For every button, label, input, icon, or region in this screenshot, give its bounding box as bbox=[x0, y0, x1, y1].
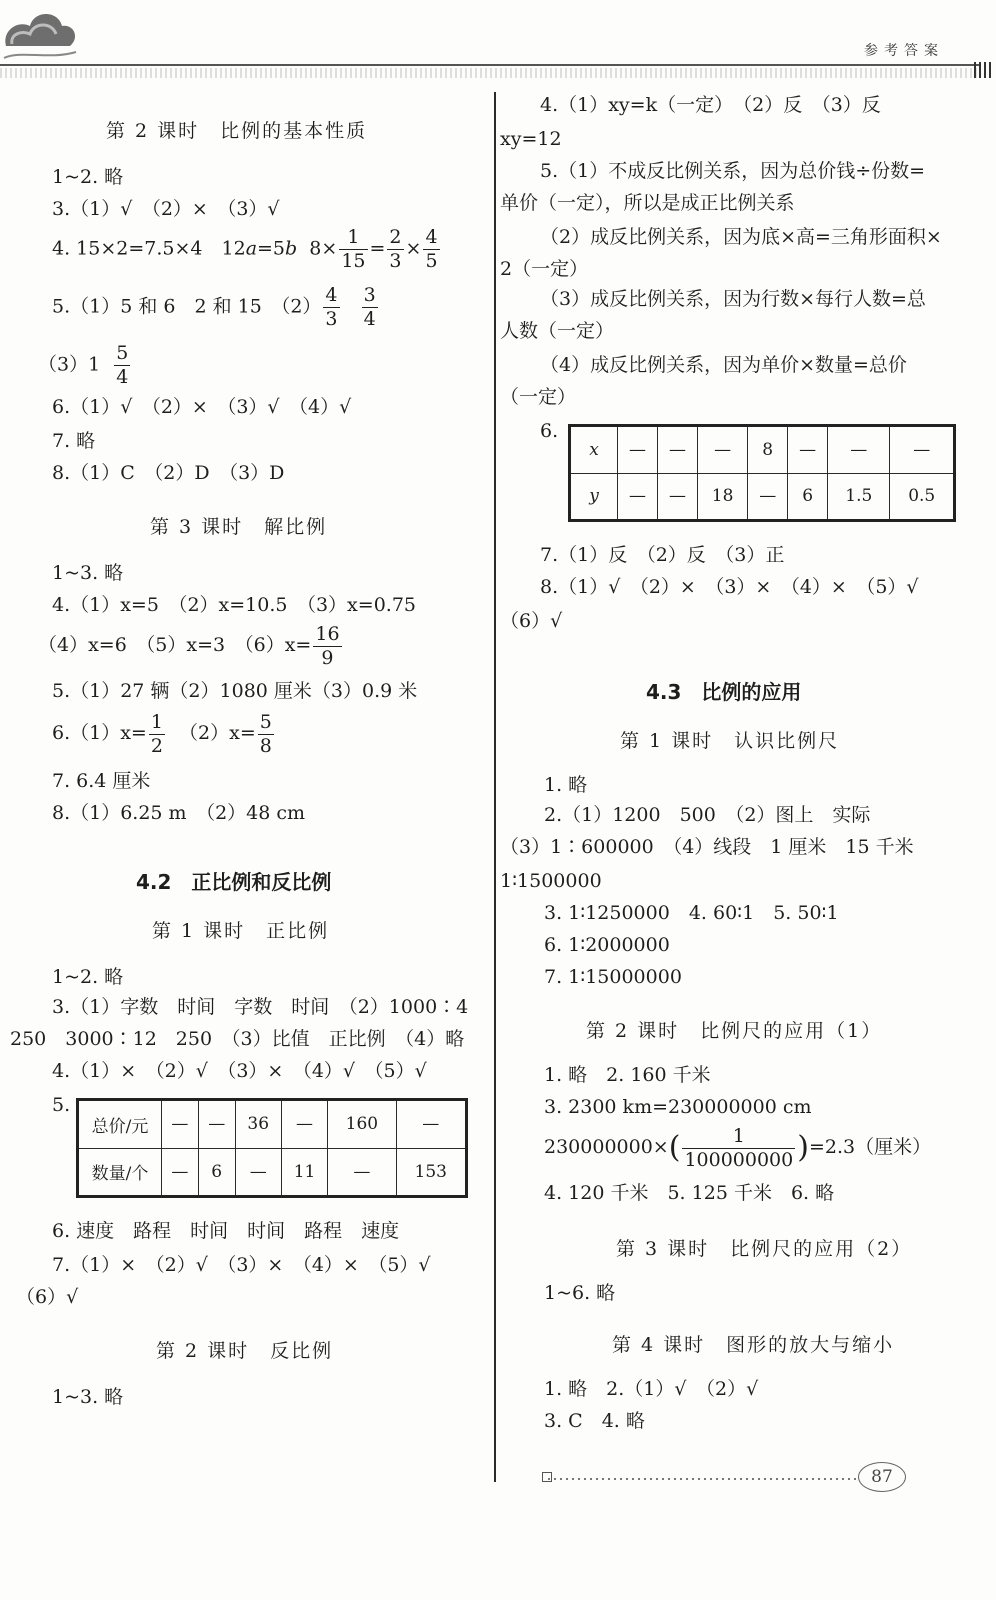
table-cell: — bbox=[697, 426, 747, 474]
lesson-title: 第 2 课时 比例的基本性质 bbox=[106, 120, 368, 142]
table-cell: — bbox=[657, 473, 697, 521]
column-divider bbox=[494, 92, 496, 1482]
answer-line: （一定） bbox=[500, 386, 577, 408]
table-cell: 1.5 bbox=[828, 473, 890, 521]
table-cell: 18 bbox=[697, 473, 747, 521]
answer-text: 230000000× bbox=[544, 1136, 669, 1158]
table-cell: — bbox=[890, 426, 955, 474]
answer-line: 7.（1）× （2）√ （3）× （4）× （5）√ bbox=[52, 1254, 431, 1276]
answer-text: =5 bbox=[257, 237, 286, 260]
answer-line: （3）1∶600000 （4）线段 1 厘米 15 千米 bbox=[500, 836, 914, 858]
table-cell: y bbox=[570, 473, 618, 521]
table-cell: — bbox=[328, 1148, 396, 1197]
table-cell: — bbox=[748, 473, 788, 521]
table-row bbox=[78, 1100, 467, 1149]
table-cell: 36 bbox=[235, 1100, 281, 1149]
table-cell: x bbox=[570, 426, 618, 474]
table-cell: — bbox=[657, 426, 697, 474]
answer-line bbox=[38, 624, 344, 668]
answer-line: 1~6. 略 bbox=[544, 1282, 616, 1304]
answer-text: × bbox=[405, 237, 422, 260]
header-rule bbox=[0, 64, 980, 66]
section-title: 4.2 正比例和反比例 bbox=[136, 870, 332, 894]
answer-line: 1~3. 略 bbox=[52, 562, 124, 584]
answer-line bbox=[52, 712, 276, 756]
answer-line: 1∶1500000 bbox=[500, 870, 602, 892]
answer-line: 5.（1）27 辆（2）1080 厘米（3）0.9 米 bbox=[52, 680, 418, 702]
fraction: $\frac{16}{9}$ bbox=[315, 622, 340, 669]
fraction: $\frac{5}{4}$ bbox=[116, 342, 129, 388]
table-cell: 160 bbox=[328, 1100, 396, 1149]
answer-line bbox=[52, 286, 380, 329]
answer-line: 3. 1∶1250000 4. 60∶1 5. 50∶1 bbox=[544, 902, 839, 924]
table-cell: — bbox=[235, 1148, 281, 1197]
answer-line: 1. 略 2.（1）√ （2）√ bbox=[544, 1378, 759, 1400]
table-cell: 0.5 bbox=[890, 473, 955, 521]
answer-line: 6. 速度 路程 时间 时间 路程 速度 bbox=[52, 1220, 400, 1242]
answer-text: 8× bbox=[309, 237, 338, 260]
answer-line: 5.（1）不成反比例关系，因为总价钱÷份数= bbox=[540, 160, 926, 182]
table-cell: — bbox=[198, 1100, 235, 1149]
fraction: $\frac{1}{2}$ bbox=[150, 710, 163, 757]
table-row bbox=[570, 473, 955, 521]
answer-line: 4.（1）xy=k（一定） （2）反 （3）反 bbox=[540, 94, 881, 116]
variable: b bbox=[285, 237, 298, 260]
answer-line: 3. 2300 km=230000000 cm bbox=[544, 1096, 812, 1118]
table-cell: 153 bbox=[396, 1148, 466, 1197]
table-cell: 11 bbox=[281, 1148, 327, 1197]
answer-line: 7. 略 bbox=[52, 430, 96, 452]
fraction: $\frac{4}{3}$ bbox=[325, 284, 338, 330]
header-dotted-band bbox=[0, 68, 980, 78]
paren-left: ( bbox=[668, 1130, 681, 1165]
section-title: 4.3 比例的应用 bbox=[646, 680, 802, 704]
lesson-title: 第 1 课时 认识比例尺 bbox=[620, 730, 840, 752]
answer-line: 1~3. 略 bbox=[52, 1386, 124, 1408]
answer-line: 6.（1）√ （2）× （3）√ （4）√ bbox=[52, 396, 352, 418]
table-cell: — bbox=[396, 1100, 466, 1149]
table-cell: — bbox=[162, 1100, 199, 1149]
answer-line: 1~2. 略 bbox=[52, 166, 124, 188]
lesson-title: 第 3 课时 解比例 bbox=[150, 516, 328, 538]
answer-line bbox=[38, 344, 132, 387]
answer-text: 6.（1）x= bbox=[52, 722, 147, 744]
paren-right: ) bbox=[797, 1130, 809, 1165]
answer-line: 1. 略 bbox=[544, 774, 588, 796]
lesson-title: 第 2 课时 反比例 bbox=[156, 1340, 334, 1362]
answer-line: （2）成反比例关系，因为底×高=三角形面积× bbox=[540, 226, 942, 248]
answer-line: （6）√ bbox=[16, 1286, 79, 1308]
fraction: $\frac{2}{3}$ bbox=[389, 226, 402, 272]
answer-line bbox=[52, 228, 442, 271]
unit-price-table bbox=[76, 1098, 468, 1198]
question-number: 5. bbox=[52, 1094, 71, 1116]
answer-line: 8.（1）6.25 m （2）48 cm bbox=[52, 802, 306, 824]
variable: a bbox=[245, 237, 258, 260]
lesson-title: 第 4 课时 图形的放大与缩小 bbox=[612, 1334, 895, 1356]
answer-line: （3）成反比例关系，因为行数×每行人数=总 bbox=[540, 288, 926, 310]
table-cell: — bbox=[281, 1100, 327, 1149]
table-cell: 总价/元 bbox=[78, 1100, 162, 1149]
answer-line: 单价（一定），所以是成正比例关系 bbox=[500, 192, 795, 214]
table-cell: 8 bbox=[748, 426, 788, 474]
answer-line: 4. 120 千米 5. 125 千米 6. 略 bbox=[544, 1182, 835, 1204]
answer-line: 3.（1）字数 时间 字数 时间 （2）1000∶4 bbox=[52, 996, 469, 1018]
fraction: $\frac{3}{4}$ bbox=[363, 284, 376, 330]
footer-square-icon bbox=[542, 1472, 552, 1482]
answer-line: （4）成反比例关系，因为单价×数量=总价 bbox=[540, 354, 907, 376]
answer-line: 8.（1）C （2）D （3）D bbox=[52, 462, 285, 484]
answer-line: 1~2. 略 bbox=[52, 966, 124, 988]
inverse-proportion-table bbox=[568, 424, 956, 522]
table-cell: 6 bbox=[198, 1148, 235, 1197]
table-row bbox=[570, 426, 955, 474]
answer-line: （6）√ bbox=[500, 610, 563, 632]
answer-line: 6. 1∶2000000 bbox=[544, 934, 670, 956]
answer-line: 3. C 4. 略 bbox=[544, 1410, 645, 1432]
answer-line: 4.（1）× （2）√ （3）× （4）√ （5）√ bbox=[52, 1060, 427, 1082]
cloud-icon bbox=[0, 0, 80, 70]
footer-dotted-rule bbox=[548, 1478, 858, 1480]
fraction: $\frac{1}{15}$ bbox=[341, 226, 366, 272]
answer-line: 8.（1）√ （2）× （3）× （4）× （5）√ bbox=[540, 576, 919, 598]
answer-text: 4. 15×2=7.5×4 12 bbox=[52, 237, 246, 260]
answer-line bbox=[544, 1124, 931, 1171]
answer-line: 2.（1）1200 500 （2）图上 实际 bbox=[544, 804, 871, 826]
table-cell: — bbox=[788, 426, 828, 474]
table-cell: — bbox=[828, 426, 890, 474]
table-cell: 数量/个 bbox=[78, 1148, 162, 1197]
answer-line: 3.（1）√ （2）× （3）√ bbox=[52, 198, 280, 220]
answer-line: 4.（1）x=5 （2）x=10.5 （3）x=0.75 bbox=[52, 594, 416, 616]
table-row bbox=[78, 1148, 467, 1197]
answer-line: 2（一定） bbox=[500, 258, 589, 280]
lesson-title: 第 3 课时 比例尺的应用（2） bbox=[616, 1238, 913, 1260]
lesson-title: 第 1 课时 正比例 bbox=[152, 920, 330, 942]
table-cell: — bbox=[162, 1148, 199, 1197]
lesson-title: 第 2 课时 比例尺的应用（1） bbox=[586, 1020, 883, 1042]
fraction: $\frac{5}{8}$ bbox=[259, 710, 272, 757]
table-cell: — bbox=[618, 426, 658, 474]
answer-line: 1. 略 2. 160 千米 bbox=[544, 1064, 711, 1086]
header-section-label: 参考答案 bbox=[864, 43, 944, 59]
page-header bbox=[0, 0, 996, 84]
fraction: $\frac{4}{5}$ bbox=[425, 226, 438, 272]
answer-line: 7. 6.4 厘米 bbox=[52, 770, 151, 792]
answer-text: （3）1 bbox=[38, 353, 101, 376]
answer-line: 250 3000∶12 250 （3）比值 正比例 （4）略 bbox=[10, 1028, 465, 1050]
answer-text: = bbox=[369, 237, 386, 260]
header-bars-icon bbox=[974, 62, 994, 78]
table-cell: 6 bbox=[788, 473, 828, 521]
answer-text: 5.（1）5 和 6 2 和 15 （2） bbox=[52, 295, 322, 318]
answer-line: 7. 1∶15000000 bbox=[544, 966, 682, 988]
question-number: 6. bbox=[540, 420, 559, 442]
answer-line: xy=12 bbox=[500, 128, 562, 150]
answer-text: =2.3（厘米） bbox=[808, 1136, 932, 1158]
fraction: $\frac{1}{100000000}$ bbox=[684, 1124, 794, 1171]
answer-line: 7.（1）反 （2）反 （3）正 bbox=[540, 544, 785, 566]
answer-text: （2）x= bbox=[179, 722, 256, 744]
table-cell: — bbox=[618, 473, 658, 521]
answer-text: （4）x=6 （5）x=3 （6）x= bbox=[38, 634, 312, 656]
answer-line: 人数（一定） bbox=[500, 320, 615, 342]
page-number: 87 bbox=[858, 1462, 906, 1492]
